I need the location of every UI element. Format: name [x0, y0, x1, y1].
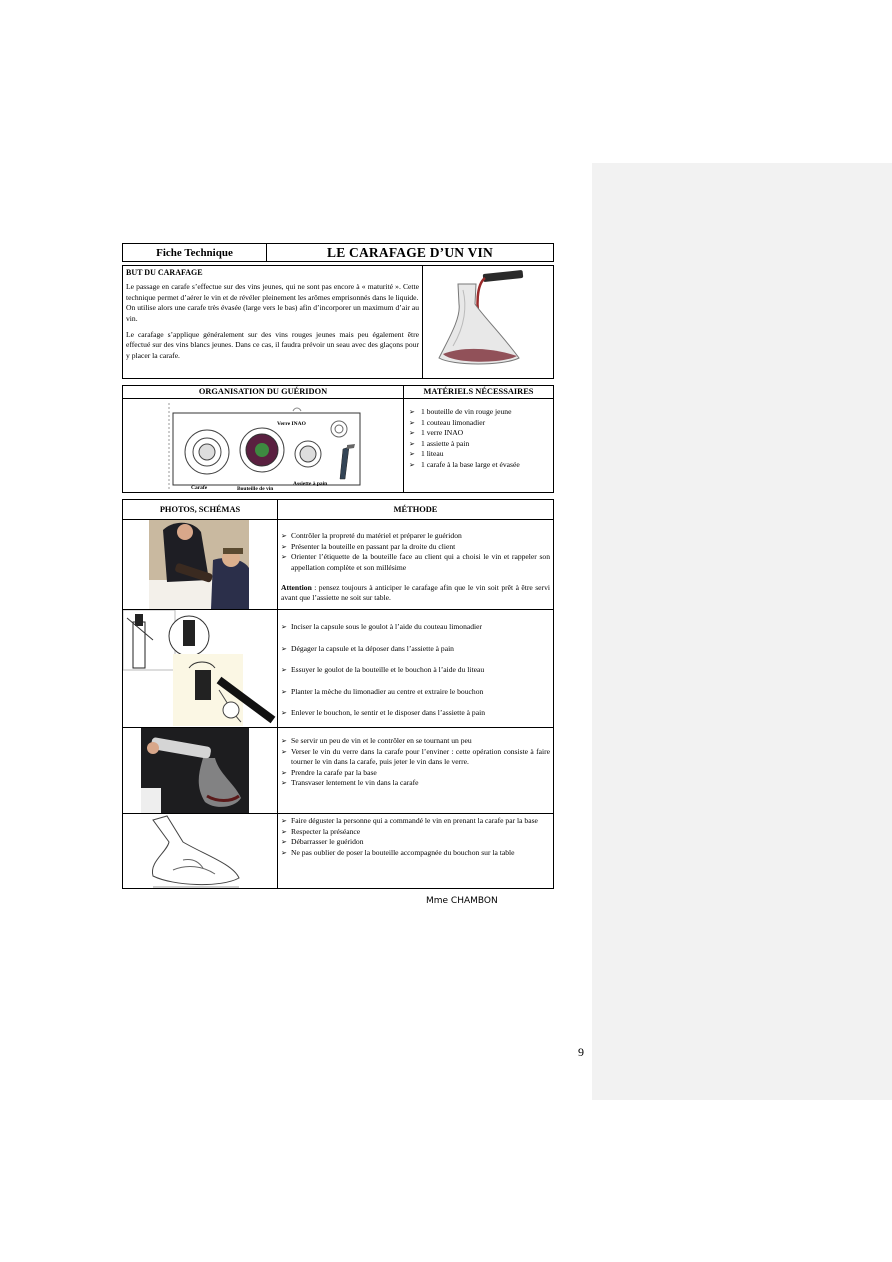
materiel-item: ➢ 1 verre INAO: [409, 428, 551, 439]
materiel-item: ➢ 1 assiette à pain: [409, 439, 551, 450]
author-signature: Mme CHAMBON: [426, 896, 498, 906]
step4-item: ➢ Respecter la préséance: [281, 827, 550, 838]
step3-item: ➢ Verser le vin du verre dans la carafe pour l’enviner : cette opération consiste à faire tourner le vin dans la carafe, puis jeter le vin dans le verre.: [281, 747, 550, 768]
step1-item: ➢ Orienter l’étiquette de la bouteille face au client qui a choisi le vin et rappeler son appellation complète et son millésime: [281, 552, 550, 573]
step4-item: ➢ Faire déguster la personne qui a commandé le vin en prenant la carafe par la base: [281, 816, 550, 827]
methode-heading: MÉTHODE: [278, 500, 554, 520]
materiels-list: [409, 407, 551, 470]
gueridon-diagram: [123, 399, 404, 492]
step3-cell: [278, 728, 554, 814]
page-number: 9: [578, 1045, 584, 1059]
title-block: [122, 243, 554, 262]
but-text-cell: [123, 266, 423, 379]
step2-item: ➢ Enlever le bouchon, le sentir et le disposer dans l’assiette à pain: [281, 708, 550, 719]
step3-list: [281, 736, 550, 789]
label-assiette: Assiette à pain: [293, 481, 328, 487]
step1-list: [281, 531, 550, 573]
step4-item: ➢ Ne pas oublier de poser la bouteille accompagnée du bouchon sur la table: [281, 848, 550, 859]
but-heading: BUT DU CARAFAGE: [126, 268, 203, 277]
photo-pouring-cell: [123, 728, 278, 814]
step2-item: ➢ Inciser la capsule sous le goulot à l’aide du couteau limonadier: [281, 622, 550, 633]
organisation-section: [122, 385, 554, 493]
methode-section: [122, 499, 554, 889]
carafe-photo-cell: [423, 266, 554, 379]
gueridon-diagram-cell: [123, 399, 404, 493]
step4-list: [281, 816, 550, 858]
but-paragraph-3: Le carafage s’applique généralement sur des vins rouges jeunes mais peu également être effectué sur des vins blancs jeunes. Dans ce cas, il faudra prévoir un seau avec des glaçons pour y placer la carafe.: [126, 330, 419, 360]
tasting-sketch: [123, 814, 278, 888]
but-paragraph-2: On utilise alors une carafe très évasée (large vers le bas) afin d’incorporer un maximum d’air au vin.: [126, 303, 419, 323]
attention-note: [281, 583, 550, 603]
pouring-photo: [123, 728, 278, 813]
service-photo: [123, 520, 278, 609]
photo-opening-cell: [123, 610, 278, 728]
carafe-photo: [423, 266, 553, 378]
organisation-heading: ORGANISATION DU GUÉRIDON: [123, 386, 404, 399]
step4-cell: [278, 814, 554, 889]
step2-item: ➢ Essuyer le goulot de la bouteille et le bouchon à l’aide du liteau: [281, 665, 550, 676]
attention-label: Attention: [281, 583, 312, 592]
materiels-heading: MATÉRIELS NÉCESSAIRES: [404, 386, 554, 399]
fiche-label: Fiche Technique: [123, 244, 267, 262]
photo-tasting-cell: [123, 814, 278, 889]
materiels-cell: [404, 399, 554, 493]
step3-item: ➢ Transvaser lentement le vin dans la carafe: [281, 778, 550, 789]
step3-item: ➢ Prendre la carafe par la base: [281, 768, 550, 779]
opening-sketches: [123, 610, 278, 727]
materiel-item: ➢ 1 carafe à la base large et évasée: [409, 460, 551, 471]
comment-margin-panel: [592, 163, 892, 1100]
page-title: LE CARAFAGE D’UN VIN: [267, 244, 554, 262]
label-bouteille: Bouteille de vin: [237, 486, 274, 492]
photos-heading: PHOTOS, SCHÉMAS: [123, 500, 278, 520]
step2-cell: [278, 610, 554, 728]
step1-cell: [278, 520, 554, 610]
step2-list: [281, 622, 550, 719]
materiel-item: ➢ 1 couteau limonadier: [409, 418, 551, 429]
step2-item: ➢ Dégager la capsule et la déposer dans l’assiette à pain: [281, 644, 550, 655]
but-paragraph-1: Le passage en carafe s’effectue sur des vins jeunes, qui ne sont pas encore à « maturité ». Cette technique permet d’aérer le vin et de révéler pleinement les arômes emprisonnés dans le liquide.: [126, 282, 419, 302]
step2-item: ➢ Planter la mèche du limonadier au centre et extraire le bouchon: [281, 687, 550, 698]
step1-item: ➢ Contrôler la propreté du matériel et préparer le guéridon: [281, 531, 550, 542]
step1-item: ➢ Présenter la bouteille en passant par la droite du client: [281, 542, 550, 553]
step4-item: ➢ Débarrasser le guéridon: [281, 837, 550, 848]
but-section: [122, 265, 554, 379]
materiel-item: ➢ 1 liteau: [409, 449, 551, 460]
photo-service-cell: [123, 520, 278, 610]
attention-text: : pensez toujours à anticiper le carafage afin que le vin soit prêt à être servi avant que l’assiette ne soit sur table.: [281, 583, 550, 603]
label-verre: Verre INAO: [277, 421, 306, 427]
materiel-item: ➢ 1 bouteille de vin rouge jeune: [409, 407, 551, 418]
step3-item: ➢ Se servir un peu de vin et le contrôler en se tournant un peu: [281, 736, 550, 747]
label-carafe: Carafe: [191, 485, 208, 491]
